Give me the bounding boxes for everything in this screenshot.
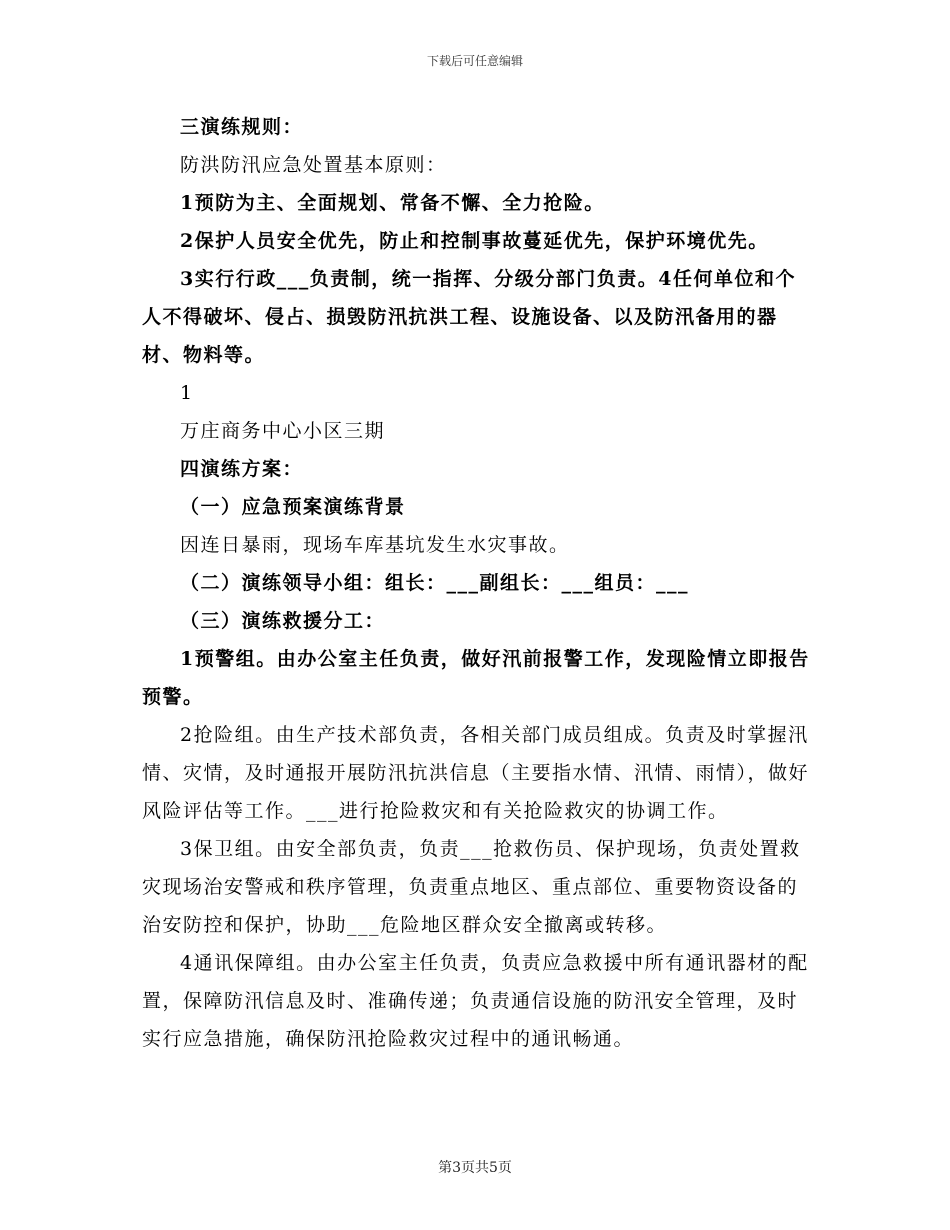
section-heading-drill-plan: 四演练方案：	[180, 458, 304, 480]
paragraph-background: 因连日暴雨，现场车库基坑发生水灾事故。	[180, 534, 570, 556]
page-marker-number: 1	[180, 382, 194, 404]
document-body	[142, 108, 812, 1058]
section-heading-drill-rules: 三演练规则：	[180, 116, 304, 138]
page-header: 下载后可任意编辑	[426, 54, 523, 68]
project-name: 万庄商务中心小区三期	[180, 420, 386, 442]
paragraph-security-group: 3保卫组。由安全部负责，负责___抢救伤员、保护现场，负责处置救灾现场治安警戒和秩序管理，负责重点地区、重点部位、重要物资设备的治安防控和保护，协助___危险地区群众安全撤离或转移。	[142, 838, 801, 936]
principle-3-4: 3实行行政___负责制，统一指挥、分级分部门负责。4任何单位和个人不得破坏、侵占、损毁防汛抗洪工程、设施设备、以及防汛备用的器材、物料等。	[142, 268, 796, 366]
paragraph-basic-principles: 防洪防汛应急处置基本原则：	[180, 154, 447, 176]
paragraph-warning-group: 1预警组。由办公室主任负责，做好汛前报警工作，发现险情立即报告预警。	[142, 648, 810, 708]
paragraph-rescue-group: 2抢险组。由生产技术部负责，各相关部门成员组成。负责及时掌握汛情、灾情，及时通报开展防汛抗洪信息（主要指水情、汛情、雨情），做好风险评估等工作。___进行抢险救灾和有关抢险救灾的协调工作。	[142, 724, 810, 822]
subheading-rescue-division: （三）演练救援分工：	[180, 610, 386, 632]
paragraph-communication-group: 4通讯保障组。由办公室主任负责，负责应急救援中所有通讯器材的配置，保障防汛信息及时、准确传递；负责通信设施的防汛安全管理，及时实行应急措施，确保防汛抢险救灾过程中的通讯畅通。	[142, 952, 809, 1050]
page-footer: 第3页共5页	[438, 1160, 512, 1176]
subheading-leadership-group: （二）演练领导小组：组长：___副组长：___组员：___	[180, 572, 690, 594]
principle-1: 1预防为主、全面规划、常备不懈、全力抢险。	[180, 192, 605, 214]
principle-2: 2保护人员安全优先，防止和控制事故蔓延优先，保护环境优先。	[180, 230, 769, 252]
subheading-background: （一）应急预案演练背景	[180, 496, 406, 518]
